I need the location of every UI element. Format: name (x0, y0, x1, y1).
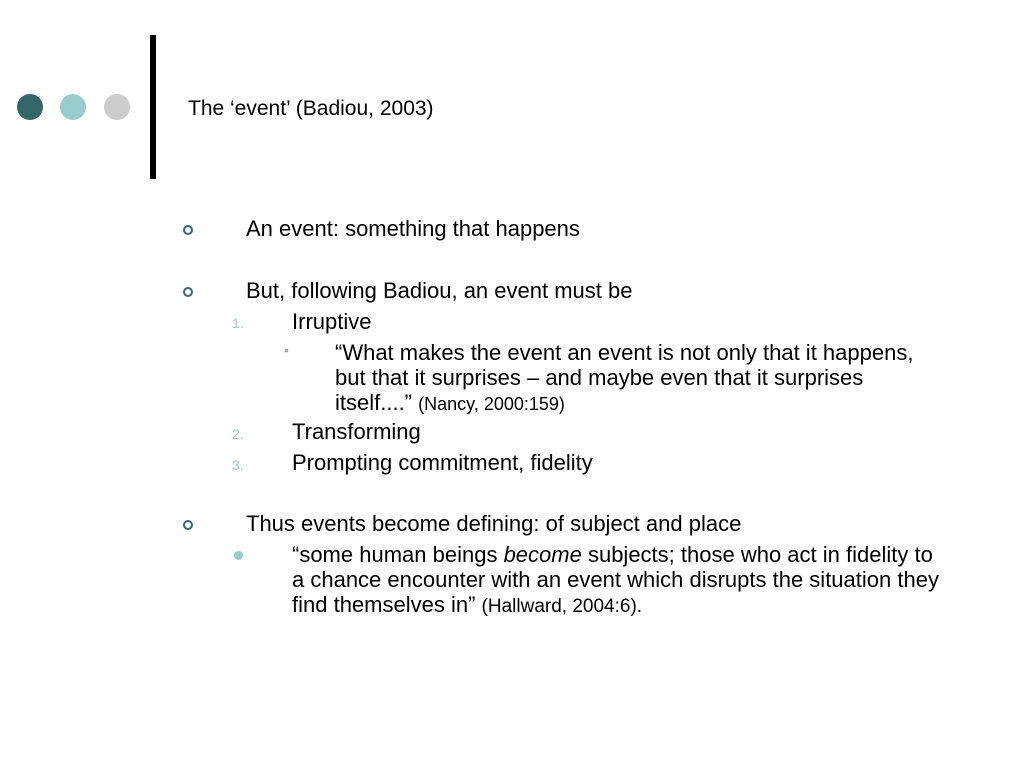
small-bullet-icon: • (284, 342, 289, 358)
quote-citation: (Nancy, 2000:159) (418, 394, 565, 414)
ring-bullet-icon (183, 225, 193, 235)
list-number: 3. (232, 457, 244, 473)
solid-bullet-icon (234, 551, 243, 560)
hallward-quote (292, 542, 942, 619)
bullet-text: An event: something that happens (246, 216, 580, 241)
list-number: 2. (232, 426, 244, 442)
list-number: 1. (232, 315, 244, 331)
slide-title: The ‘event’ (Badiou, 2003) (188, 97, 434, 120)
numbered-item-text: Irruptive (292, 309, 372, 334)
quote-text-after: subjects; those who act in fidelity to a chance encounter with an event which disrupts the situation they find themselves in” (292, 542, 939, 617)
ring-bullet-icon (183, 520, 193, 530)
quote-text-before: “some human beings (292, 542, 504, 567)
ring-bullet-icon (183, 287, 193, 297)
numbered-item-text: Transforming (292, 419, 421, 444)
bullet-text: But, following Badiou, an event must be (246, 278, 633, 303)
bullet-text: Thus events become defining: of subject and place (246, 511, 742, 536)
nancy-quote (335, 340, 945, 417)
numbered-item-text: Prompting commitment, fidelity (292, 450, 593, 475)
quote-emphasis: become (503, 542, 582, 567)
quote-citation: (Hallward, 2004:6). (481, 596, 643, 617)
quote-text: “What makes the event an event is not only that it happens, but that it surprises – and maybe even that it surprises itself....” (335, 340, 914, 415)
